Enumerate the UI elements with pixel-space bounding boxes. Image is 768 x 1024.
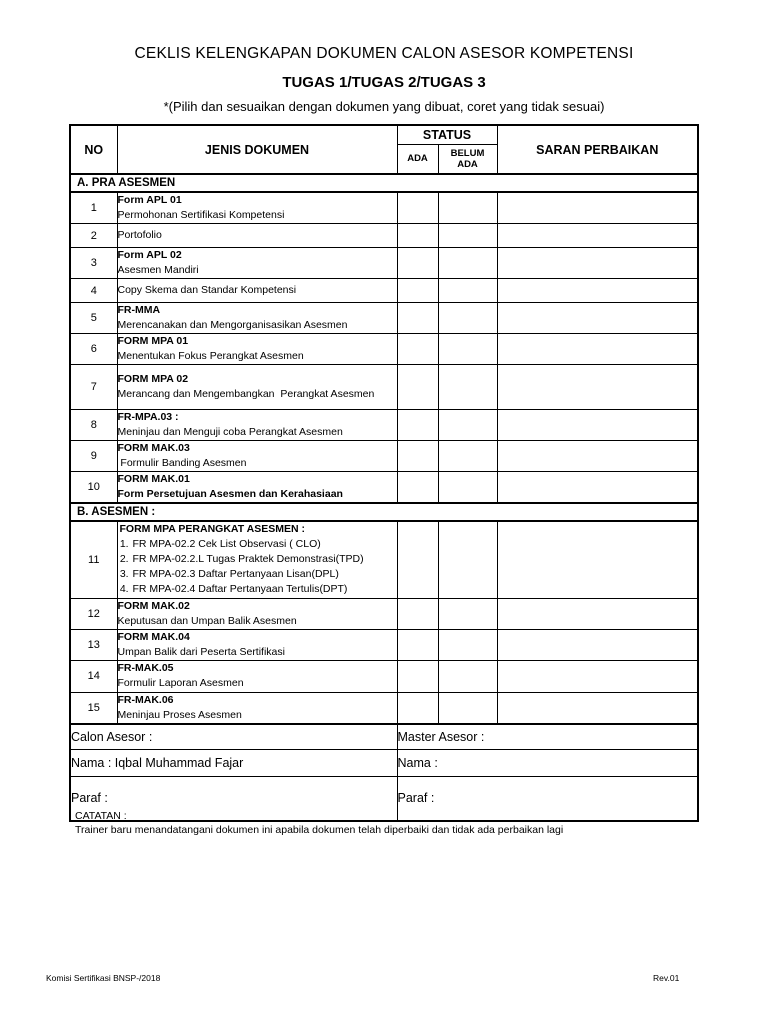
section-row [70, 174, 698, 192]
document-code: Form APL 01 [117, 194, 182, 206]
section-row [70, 503, 698, 521]
status-ada-cell[interactable] [397, 660, 438, 692]
row-number: 15 [70, 692, 117, 724]
document-code: FORM MAK.01 [117, 473, 190, 485]
calon-asesor-label: Calon Asesor : [70, 724, 397, 750]
row-number: 6 [70, 334, 117, 365]
table-row [70, 224, 698, 248]
row-number: 14 [70, 660, 117, 692]
document-cell [117, 521, 397, 598]
status-belum-ada-cell[interactable] [438, 334, 497, 365]
belum-line-2: ADA [457, 158, 478, 170]
master-nama: Nama : [397, 750, 698, 777]
document-code: FORM MAK.04 [117, 630, 190, 643]
status-ada-cell[interactable] [397, 248, 438, 279]
document-note: *(Pilih dan sesuaikan dengan dokumen yang dibuat, coret yang tidak sesuai) [163, 99, 605, 114]
table-row [70, 441, 698, 472]
table-row [70, 334, 698, 365]
status-ada-cell[interactable] [397, 441, 438, 472]
document-title: CEKLIS KELENGKAPAN DOKUMEN CALON ASESOR KOMPETENSI [134, 45, 634, 62]
saran-perbaikan-cell[interactable] [497, 692, 698, 724]
document-code: FR-MMA [117, 304, 161, 316]
document-name: Copy Skema dan Standar Kompetensi [117, 284, 297, 296]
table-row [70, 521, 698, 598]
status-belum-ada-cell[interactable] [438, 521, 497, 598]
table-row [70, 629, 698, 660]
document-cell [117, 441, 397, 472]
document-name: Keputusan dan Umpan Balik Asesmen [117, 614, 297, 627]
status-ada-cell[interactable] [397, 598, 438, 629]
row-number: 3 [70, 248, 117, 279]
table-row [70, 598, 698, 629]
document-code: FORM MAK.02 [117, 599, 190, 612]
document-cell [117, 365, 397, 410]
table-row [70, 472, 698, 504]
saran-perbaikan-cell[interactable] [497, 224, 698, 248]
document-name: Meninjau Proses Asesmen [117, 708, 242, 721]
status-belum-ada-cell[interactable] [438, 692, 497, 724]
saran-perbaikan-cell[interactable] [497, 441, 698, 472]
table-row [70, 410, 698, 441]
saran-perbaikan-cell[interactable] [497, 598, 698, 629]
document-name: Merancang dan Mengembangkan Perangkat Asesmen [117, 388, 375, 400]
col-header-ada: ADA [397, 144, 438, 174]
master-paraf: Paraf : [397, 777, 698, 821]
status-belum-ada-cell[interactable] [438, 660, 497, 692]
catatan-text: Trainer baru menandatangani dokumen ini apabila dokumen telah diperbaiki dan tidak ada perbaikan lagi [75, 824, 564, 836]
catatan-label: CATATAN : [75, 810, 127, 822]
status-belum-ada-cell[interactable] [438, 598, 497, 629]
document-code: FR-MAK.06 [117, 693, 174, 706]
document-code: FORM MAK.03 [117, 442, 190, 454]
row-number: 2 [70, 224, 117, 248]
document-subtitle: TUGAS 1/TUGAS 2/TUGAS 3 [282, 74, 486, 91]
document-name: Formulir Laporan Asesmen [117, 677, 244, 689]
section-label: B. ASESMEN : [70, 503, 698, 521]
checklist-table [69, 124, 699, 822]
document-cell [117, 598, 397, 629]
calon-nama: Nama : Iqbal Muhammad Fajar [70, 750, 397, 777]
status-belum-ada-cell[interactable] [438, 441, 497, 472]
status-belum-ada-cell[interactable] [438, 410, 497, 441]
document-cell [117, 472, 397, 504]
footer-left: Komisi Sertifikasi BNSP-/2018 [46, 973, 161, 983]
table-row [70, 192, 698, 224]
catatan [75, 809, 563, 837]
master-asesor-label: Master Asesor : [397, 724, 698, 750]
document-cell [117, 192, 397, 224]
document-code: FR-MAK.05 [117, 662, 174, 674]
document-code: FORM MPA 02 [117, 373, 189, 385]
document-code: FORM MPA 01 [117, 335, 189, 347]
row-number: 8 [70, 410, 117, 441]
row-number: 10 [70, 472, 117, 504]
belum-line-1: BELUM [450, 147, 485, 159]
document-cell [117, 303, 397, 334]
document-code: Form APL 02 [117, 249, 182, 261]
status-ada-cell[interactable] [397, 692, 438, 724]
document-cell [117, 410, 397, 441]
saran-perbaikan-cell[interactable] [497, 472, 698, 504]
saran-perbaikan-cell[interactable] [497, 629, 698, 660]
document-cell [117, 248, 397, 279]
row-number: 13 [70, 629, 117, 660]
col-header-belum-ada [438, 144, 497, 174]
document-item: 1. FR MPA-02.2 Cek List Observasi ( CLO) [132, 537, 397, 552]
document-cell [117, 660, 397, 692]
col-header-status: STATUS [397, 125, 497, 144]
table-row [70, 365, 698, 410]
status-belum-ada-cell[interactable] [438, 472, 497, 504]
status-ada-cell[interactable] [397, 629, 438, 660]
document-cell [117, 692, 397, 724]
status-ada-cell[interactable] [397, 303, 438, 334]
row-number: 4 [70, 279, 117, 303]
col-header-jenis: JENIS DOKUMEN [117, 125, 397, 174]
status-ada-cell[interactable] [397, 192, 438, 224]
col-header-saran: SARAN PERBAIKAN [497, 125, 698, 174]
document-code: FORM MPA PERANGKAT ASESMEN : [119, 523, 305, 536]
document-items [118, 537, 397, 597]
saran-perbaikan-cell[interactable] [497, 410, 698, 441]
row-number: 7 [70, 365, 117, 410]
status-ada-cell[interactable] [397, 365, 438, 410]
document-item: 4. FR MPA-02.4 Daftar Pertanyaan Tertulis(DPT) [132, 582, 397, 597]
status-ada-cell[interactable] [397, 334, 438, 365]
saran-perbaikan-cell[interactable] [497, 365, 698, 410]
status-belum-ada-cell[interactable] [438, 248, 497, 279]
status-belum-ada-cell[interactable] [438, 279, 497, 303]
document-cell [117, 629, 397, 660]
status-belum-ada-cell[interactable] [438, 303, 497, 334]
document-item: 2. FR MPA-02.2.L Tugas Praktek Demonstrasi(TPD) [132, 552, 397, 567]
saran-perbaikan-cell[interactable] [497, 192, 698, 224]
document-name: Portofolio [117, 229, 162, 241]
row-number: 9 [70, 441, 117, 472]
row-number: 11 [70, 521, 117, 598]
saran-perbaikan-cell[interactable] [497, 660, 698, 692]
calon-paraf: Paraf : [70, 777, 397, 821]
col-header-no: NO [70, 125, 117, 174]
status-ada-cell[interactable] [397, 224, 438, 248]
status-ada-cell[interactable] [397, 521, 438, 598]
document-cell [117, 224, 397, 248]
document-code: FR-MPA.03 : [117, 411, 179, 423]
document-cell [117, 334, 397, 365]
status-belum-ada-cell[interactable] [438, 365, 497, 410]
status-belum-ada-cell[interactable] [438, 192, 497, 224]
status-ada-cell[interactable] [397, 410, 438, 441]
table-row [70, 279, 698, 303]
saran-perbaikan-cell[interactable] [497, 334, 698, 365]
status-belum-ada-cell[interactable] [438, 224, 497, 248]
table-row [70, 692, 698, 724]
document-name: Meninjau dan Menguji coba Perangkat Asesmen [117, 426, 343, 438]
document-name: Permohonan Sertifikasi Kompetensi [117, 209, 285, 221]
document-name: Umpan Balik dari Peserta Sertifikasi [117, 645, 285, 658]
status-belum-ada-cell[interactable] [438, 629, 497, 660]
footer-right: Rev.01 [653, 973, 680, 983]
document-cell [117, 279, 397, 303]
table-row [70, 303, 698, 334]
saran-perbaikan-cell[interactable] [497, 248, 698, 279]
status-ada-cell[interactable] [397, 279, 438, 303]
saran-perbaikan-cell[interactable] [497, 279, 698, 303]
document-name: Merencanakan dan Mengorganisasikan Asesmen [117, 319, 348, 331]
document-name: Form Persetujuan Asesmen dan Kerahasiaan [117, 488, 343, 500]
row-number: 5 [70, 303, 117, 334]
document-item: 3. FR MPA-02.3 Daftar Pertanyaan Lisan(DPL) [132, 567, 397, 582]
status-ada-cell[interactable] [397, 472, 438, 504]
saran-perbaikan-cell[interactable] [497, 521, 698, 598]
document-name: Formulir Banding Asesmen [117, 457, 247, 469]
section-label: A. PRA ASESMEN [70, 174, 698, 192]
row-number: 12 [70, 598, 117, 629]
document-name: Asesmen Mandiri [117, 264, 199, 276]
table-row [70, 248, 698, 279]
table-row [70, 660, 698, 692]
row-number: 1 [70, 192, 117, 224]
saran-perbaikan-cell[interactable] [497, 303, 698, 334]
document-name: Menentukan Fokus Perangkat Asesmen [117, 350, 304, 362]
